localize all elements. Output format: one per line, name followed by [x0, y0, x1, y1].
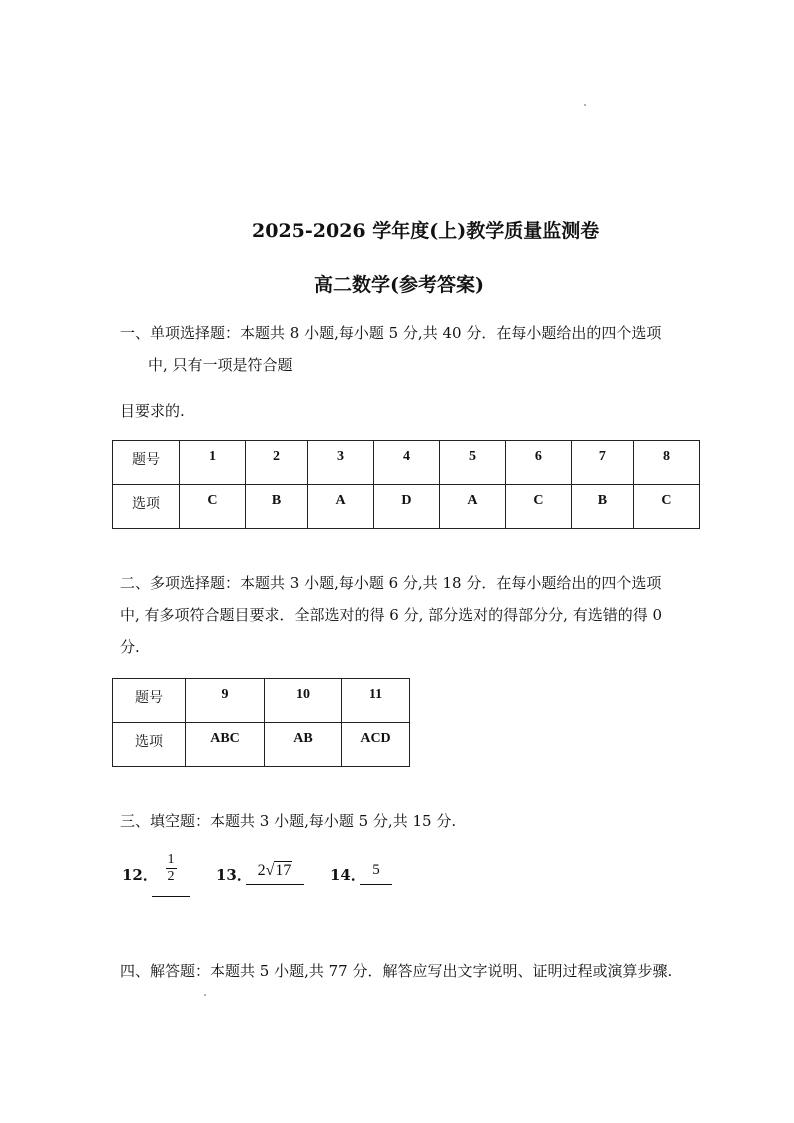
table-row-answers: [113, 485, 700, 529]
question-number: 10: [265, 679, 342, 723]
answer-cell: C: [505, 485, 571, 529]
section2-heading-line1: 二、多项选择题：本题共 3 小题,每小题 6 分,共 18 分．在每小题给出的四个选项: [120, 574, 662, 592]
question-number: 1: [180, 441, 246, 485]
fraction-numerator: 1: [167, 852, 175, 867]
section1-heading-line3: 目要求的.: [120, 402, 185, 420]
section2-heading-line3: 分.: [120, 638, 140, 656]
section3-heading: 三、填空题：本题共 3 小题,每小题 5 分,共 15 分.: [120, 812, 457, 830]
q13-answer-blank: [246, 860, 304, 885]
answer-cell: D: [373, 485, 439, 529]
question-number: 8: [633, 441, 699, 485]
question-number: 3: [308, 441, 374, 485]
section1-heading-line1: 一、单项选择题：本题共 8 小题,每小题 5 分,共 40 分．在每小题给出的四个选项: [120, 324, 662, 342]
speck-mark: [204, 994, 206, 996]
section2-answer-table: [112, 678, 410, 767]
q14-answer-blank: [360, 862, 392, 885]
sqrt-coefficient: 2: [257, 862, 266, 879]
answer-cell: AB: [265, 723, 342, 767]
fraction-denominator: 2: [167, 869, 175, 884]
table-row-numbers: [113, 441, 700, 485]
table-row-answers: [113, 723, 410, 767]
question-number: 2: [245, 441, 307, 485]
answer-cell: A: [439, 485, 505, 529]
section4-heading: 四、解答题：本题共 5 小题,共 77 分．解答应写出文字说明、证明过程或演算步骤.: [120, 962, 673, 980]
q13-sqrt-expression: [258, 861, 293, 879]
row-label-answer: 选项: [113, 723, 186, 767]
answer-cell: B: [571, 485, 633, 529]
q12-answer-blank: [152, 852, 190, 897]
question-number: 7: [571, 441, 633, 485]
page-title: 2025-2026 学年度(上)教学质量监测卷: [252, 220, 600, 242]
question-number: 6: [505, 441, 571, 485]
answer-cell: C: [180, 485, 246, 529]
radical-sign-icon: √: [265, 862, 275, 879]
q14-number: 14．: [330, 866, 366, 884]
answer-cell: A: [308, 485, 374, 529]
page-subtitle: 高二数学(参考答案): [314, 274, 484, 296]
section1-answer-table: [112, 440, 700, 529]
answer-cell: B: [245, 485, 307, 529]
row-label-answer: 选项: [113, 485, 180, 529]
q12-fraction: [166, 852, 177, 885]
table-row-numbers: [113, 679, 410, 723]
q14-answer: 5: [372, 862, 380, 878]
row-label-number: 题号: [113, 679, 186, 723]
q13-number: 13．: [216, 866, 252, 884]
section2-heading-line2: 中, 有多项符合题目要求．全部选对的得 6 分, 部分选对的得部分分, 有选错的得 0: [120, 606, 663, 624]
row-label-number: 题号: [113, 441, 180, 485]
q12-number: 12．: [122, 866, 158, 884]
sqrt-radicand: 17: [275, 862, 292, 879]
answer-cell: C: [633, 485, 699, 529]
question-number: 4: [373, 441, 439, 485]
question-number: 5: [439, 441, 505, 485]
question-number: 11: [342, 679, 410, 723]
speck-mark: [584, 104, 586, 106]
answer-cell: ABC: [186, 723, 265, 767]
section1-heading-line2: 中, 只有一项是符合题: [148, 356, 293, 374]
question-number: 9: [186, 679, 265, 723]
answer-cell: ACD: [342, 723, 410, 767]
